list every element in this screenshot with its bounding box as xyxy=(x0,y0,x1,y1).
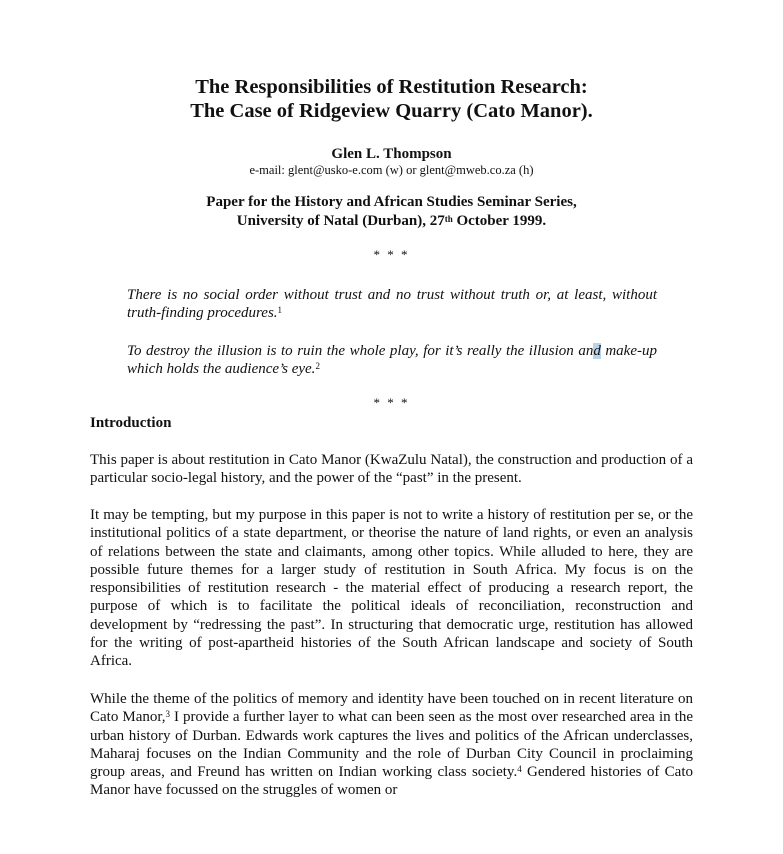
seminar-line-2 xyxy=(0,212,783,231)
separator-top: * * * xyxy=(373,247,410,262)
footnote-marker-2: 2 xyxy=(315,361,320,371)
title-line-1: The Responsibilities of Restitution Research: xyxy=(195,76,588,98)
footnote-marker-1: 1 xyxy=(277,305,283,315)
paragraph-3-text-a: While the theme of the politics of memory and identity have been touched on in recent literature on Cato Manor, xyxy=(90,691,693,726)
epigraph-quote-2 xyxy=(127,342,657,378)
seminar-line-1: Paper for the History and African Studies Seminar Series, xyxy=(206,194,577,210)
seminar-line-2-text: University of Natal (Durban), 27 xyxy=(236,213,445,229)
author-email: e-mail: glent@usko-e.com (w) or glent@mweb.co.za (h) xyxy=(249,163,534,177)
paragraph-3 xyxy=(90,690,693,800)
quote-2-text: To destroy the illusion is to ruin the whole play, for it’s really the illusion an xyxy=(127,343,594,359)
quote-2-text-end: make-up which holds the audience’s eye. xyxy=(127,343,657,377)
paragraph-1: This paper is about restitution in Cato Manor (KwaZulu Natal), the construction and production of a particular socio-legal history, and the power of the “past” in the present. xyxy=(90,452,693,487)
footnote-marker-4: 4 xyxy=(517,764,522,775)
author-name: Glen L. Thompson xyxy=(331,146,452,162)
footnote-marker-3: 3 xyxy=(165,709,170,720)
quote-1-text: There is no social order without trust and no trust without truth or, at least, without truth-finding procedures. xyxy=(127,287,657,321)
section-heading-introduction: Introduction xyxy=(90,415,172,431)
seminar-line-2-end: October 1999. xyxy=(452,213,547,229)
paragraph-3-text-c: Gendered histories of Cato Manor have focussed on the struggles of women or xyxy=(90,764,693,799)
document-title xyxy=(0,75,783,123)
seminar-info xyxy=(0,193,783,231)
paragraph-3-text-b: I provide a further layer to what can been seen as the most over researched area in the urban history of Durban. Edwards work captures the lives and politics of the African underclasses, Maharaj focuses on the Indian Community and the role of Durban City Council in proclaiming group areas, and Freund has written on Indian working class society. xyxy=(90,709,693,781)
title-line-2: The Case of Ridgeview Quarry (Cato Manor). xyxy=(190,100,593,122)
ordinal-suffix: th xyxy=(444,214,453,224)
text-selection-highlight[interactable]: d xyxy=(593,343,601,359)
separator-bottom: * * * xyxy=(373,395,410,410)
paragraph-2: It may be tempting, but my purpose in this paper is not to write a history of restitution per se, or the institutional politics of a state department, or theorise the nature of land rights, or even an analysis of relations between the state and claimants, among other topics. While alluded to here, they are possible future themes for a larger study of restitution in South Africa. My focus is on the responsibilities of restitution research - the material effect of producing a research report, the purpose of which is to facilitate the political ideals of reconciliation, reconstruction and development by “redressing the past”. In structuring that democratic urge, restitution has allowed for the writing of post-apartheid histories of the South African landscape and society of South Africa. xyxy=(90,507,693,670)
epigraph-quote-1 xyxy=(127,286,657,322)
